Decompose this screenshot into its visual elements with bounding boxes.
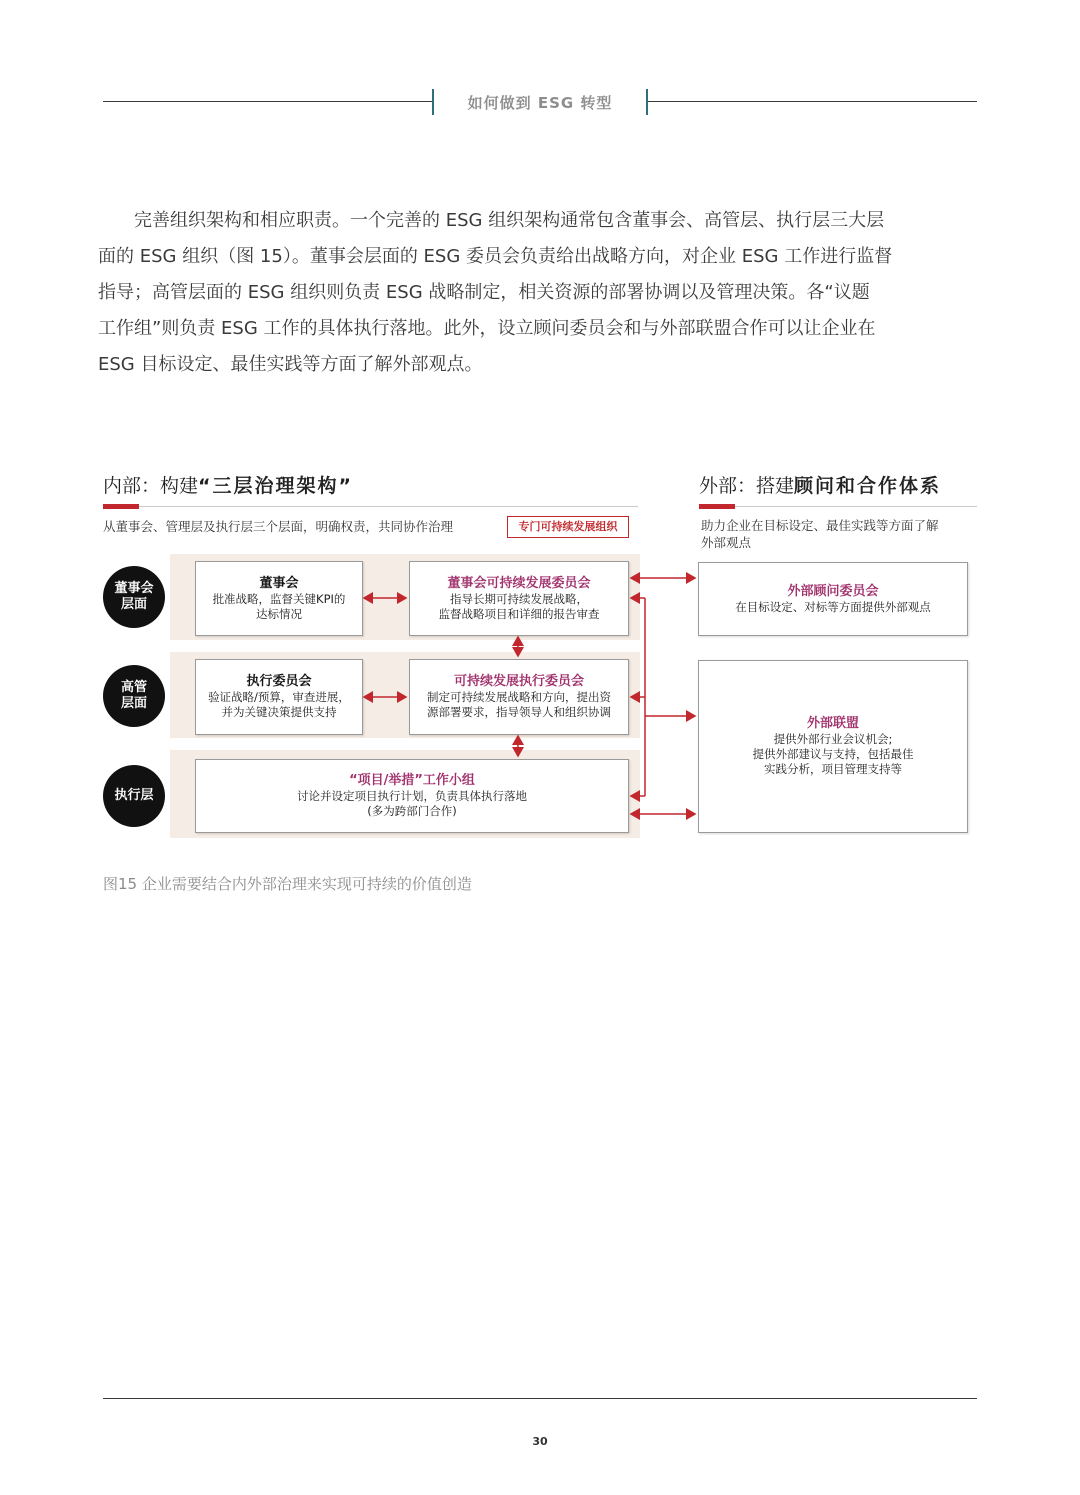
figure-caption: 图15 企业需要结合内外部治理来实现可持续的价值创造 (103, 875, 472, 893)
box-line: (多为跨部门合作) (367, 804, 457, 818)
box-line: 监督战略项目和详细的报告审查 (438, 606, 600, 621)
box-line: 提供外部建议与支持，包括最佳 (752, 747, 914, 761)
box-line: 制定可持续发展战略和方向，提出资 (427, 690, 611, 704)
external-subtitle-line: 助力企业在目标设定、最佳实践等方面了解 (701, 518, 939, 533)
box-title: 外部联盟 (806, 716, 859, 731)
box-title: 外部顾问委员会 (787, 583, 879, 599)
external-title-prefix: 外部：搭建 (699, 475, 795, 497)
box-title: 董事会可持续发展委员会 (447, 575, 591, 591)
dedicated-org-tag: 专门可持续发展组织 (507, 516, 629, 538)
box-line: 批准战略，监督关键KPI的 (212, 591, 346, 606)
box-title: 董事会 (259, 575, 299, 591)
internal-title-prefix: 内部：构建 (103, 475, 199, 497)
level-label: 层面 (120, 597, 147, 612)
external-title-bold: 顾问和合作体系 (794, 475, 942, 497)
para-line: 面的 ESG 组织（图 15）。董事会层面的 ESG 委员会负责给出战略方向，对企业 ESG 工作进行监督 (98, 246, 893, 267)
footer-rule (103, 1398, 977, 1399)
para-line: 完善组织架构和相应职责。一个完善的 ESG 组织架构通常包含董事会、高管层、执行层三大层 (98, 210, 885, 231)
external-subtitle-line: 外部观点 (701, 535, 752, 550)
level-label: 执行层 (114, 788, 154, 803)
page-number: 30 (532, 1435, 548, 1448)
box-line: 提供外部行业会议机会; (773, 732, 893, 746)
para-line: ESG 目标设定、最佳实践等方面了解外部观点。 (98, 354, 483, 375)
box-title: 可持续发展执行委员会 (453, 674, 584, 689)
box-line: 指导长期可持续发展战略， (450, 591, 588, 606)
box-line: 并为关键决策提供支持 (221, 705, 337, 719)
box-title: “项目/举措”工作小组 (349, 773, 475, 788)
box-title: 执行委员会 (246, 674, 312, 689)
level-label: 高管 (120, 680, 147, 695)
para-line: 指导；高管层面的 ESG 组织则负责 ESG 战略制定，相关资源的部署协调以及管理决策。各“议题 (98, 282, 870, 303)
box-line: 验证战略/预算，审查进展， (208, 690, 350, 704)
box-line: 实践分析，项目管理支持等 (764, 762, 902, 776)
box-line: 在目标设定、对标等方面提供外部观点 (735, 599, 931, 614)
level-label: 董事会 (114, 581, 154, 596)
box-line: 讨论并设定项目执行计划，负责具体执行落地 (297, 789, 527, 803)
box-line: 源部署要求，指导领导人和组织协调 (427, 705, 611, 719)
level-label: 层面 (120, 696, 147, 711)
running-header-title: 如何做到 ESG 转型 (467, 94, 613, 112)
para-line: 工作组”则负责 ESG 工作的具体执行落地。此外，设立顾问委员会和与外部联盟合作可以让企业在 (98, 318, 876, 339)
internal-subtitle: 从董事会、管理层及执行层三个层面，明确权责，共同协作治理 (103, 519, 454, 534)
internal-title-bold: “三层治理架构” (198, 475, 353, 497)
box-line: 达标情况 (256, 606, 302, 621)
